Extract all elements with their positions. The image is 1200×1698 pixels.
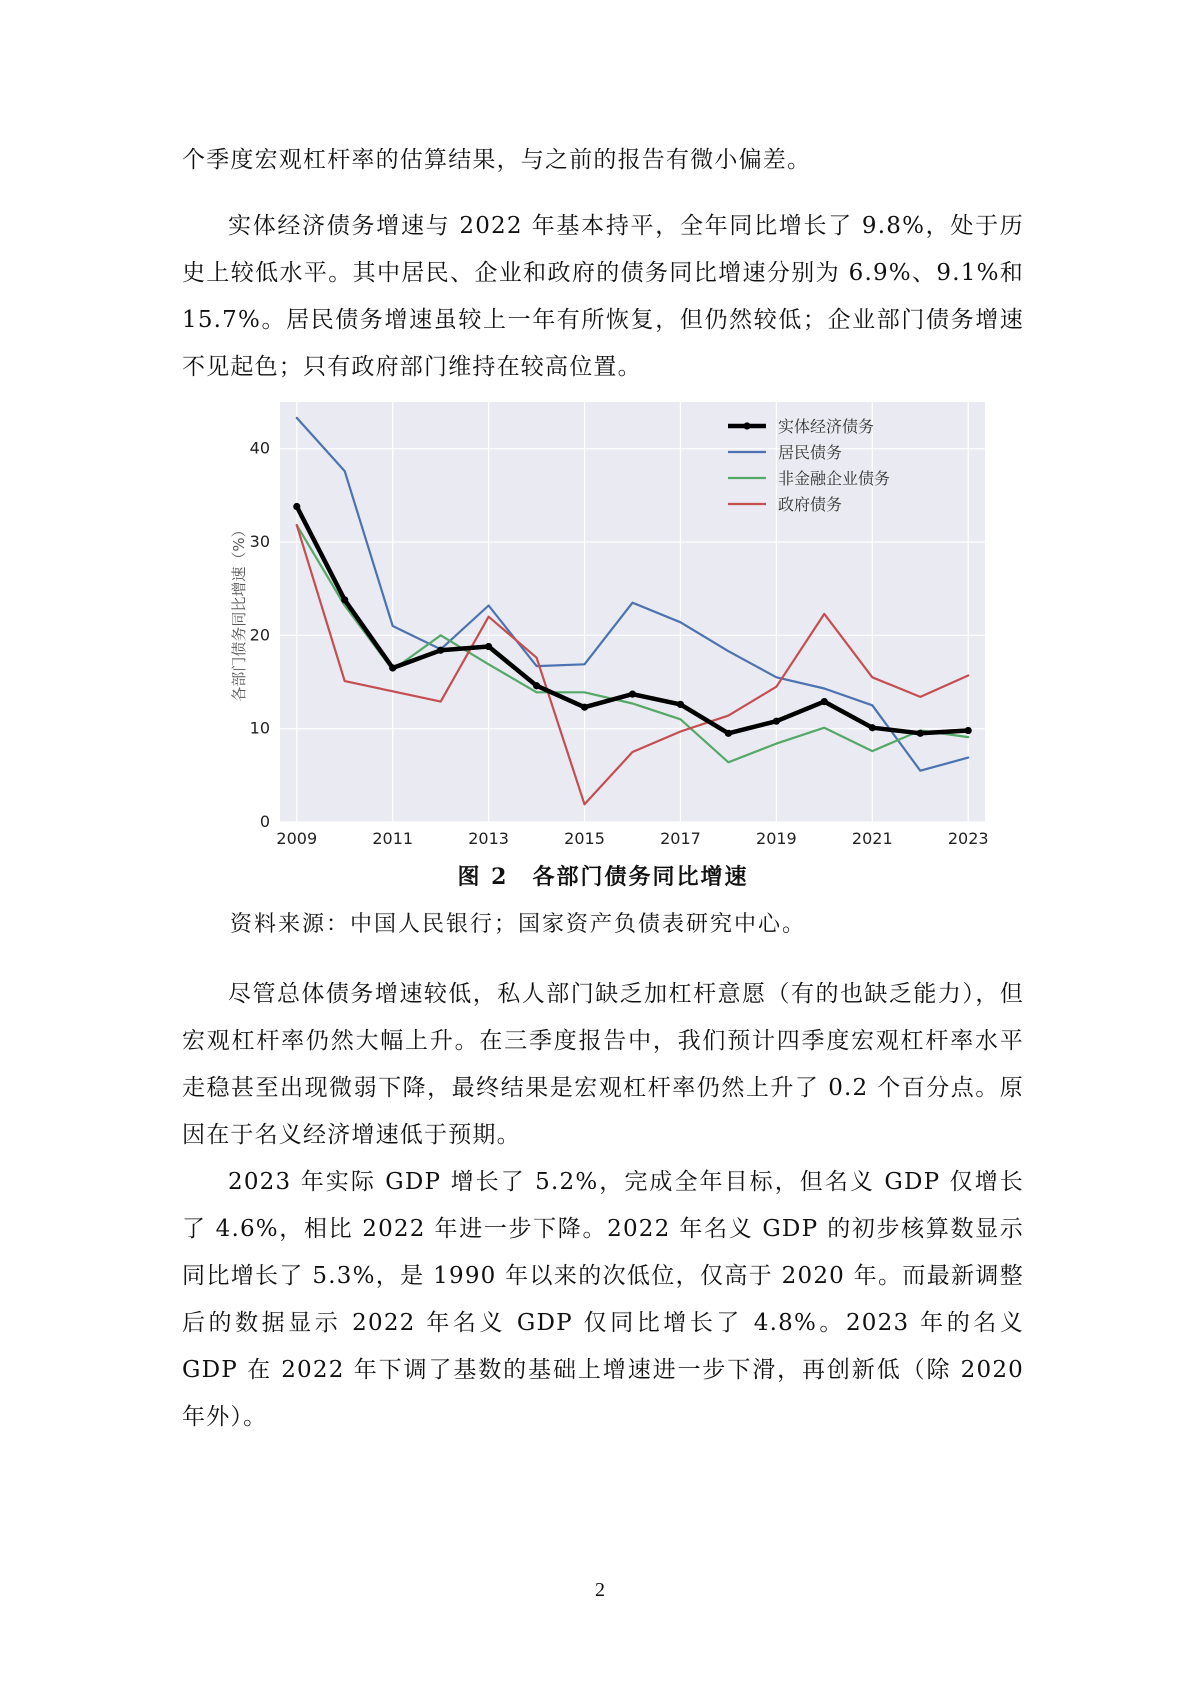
legend-label: 政府债务 bbox=[778, 495, 843, 514]
paragraph-4: 2023 年实际 GDP 增长了 5.2%，完成全年目标，但名义 GDP 仅增长了 4.6%，相比 2022 年进一步下降。2022 年名义 GDP 的初步核算数显示同比增长了 5.3%，是 1990 年以来的次低位，仅高于 2020 年。而最新调整后的数据显示 2022 年名义 GDP 仅同比增长了 4.8%。2023 年的名义 GDP 在 2022 年下调了基数的基础上增速进一步下滑，再创新低（除 2020 年外）。 bbox=[182, 1169, 1024, 1430]
series-point bbox=[581, 704, 588, 711]
y-tick-label: 30 bbox=[249, 532, 270, 551]
y-tick-label: 20 bbox=[249, 625, 270, 645]
y-tick-label: 0 bbox=[259, 812, 270, 831]
debt-growth-chart bbox=[210, 402, 990, 862]
x-tick-label: 2023 bbox=[947, 829, 989, 848]
legend-label: 实体经济债务 bbox=[778, 417, 875, 436]
legend-label: 居民债务 bbox=[778, 443, 843, 462]
series-point bbox=[533, 682, 540, 689]
y-tick-label: 10 bbox=[249, 718, 270, 738]
x-tick-label: 2011 bbox=[372, 829, 414, 848]
chart-svg bbox=[210, 402, 990, 862]
paragraph-1: 个季度宏观杠杆率的估算结果，与之前的报告有微小偏差。 bbox=[182, 147, 812, 173]
y-axis-label: 各部门债务同比增速（%） bbox=[230, 522, 248, 702]
series-point bbox=[773, 718, 780, 725]
series-point bbox=[341, 596, 348, 603]
series-point bbox=[389, 664, 396, 671]
paragraph-3: 尽管总体债务增速较低，私人部门缺乏加杠杆意愿（有的也缺乏能力），但宏观杠杆率仍然大幅上升。在三季度报告中，我们预计四季度宏观杠杆率水平走稳甚至出现微弱下降，最终结果是宏观杠杆率仍然上升了 0.2 个百分点。原因在于名义经济增速低于预期。 bbox=[182, 981, 1024, 1148]
x-tick-label: 2015 bbox=[564, 829, 605, 848]
figure-caption: 图 2 各部门债务同比增速 bbox=[457, 864, 749, 890]
series-point bbox=[869, 724, 876, 731]
series-point bbox=[677, 701, 684, 708]
series-point bbox=[965, 727, 972, 734]
series-point bbox=[437, 647, 444, 654]
x-tick-label: 2009 bbox=[276, 829, 318, 848]
legend-marker bbox=[743, 422, 750, 429]
plot-background bbox=[280, 402, 985, 822]
page-number: 2 bbox=[595, 1579, 605, 1601]
figure-source: 资料来源：中国人民银行；国家资产负债表研究中心。 bbox=[230, 912, 807, 937]
series-point bbox=[293, 503, 300, 510]
legend-label: 非金融企业债务 bbox=[778, 469, 891, 488]
x-tick-label: 2021 bbox=[851, 829, 893, 848]
series-point bbox=[629, 691, 636, 698]
x-tick-label: 2019 bbox=[756, 829, 797, 848]
y-tick-label: 40 bbox=[249, 438, 270, 458]
series-point bbox=[821, 698, 828, 705]
series-point bbox=[725, 730, 732, 737]
series-point bbox=[485, 643, 492, 650]
x-tick-label: 2017 bbox=[660, 829, 701, 848]
paragraph-2: 实体经济债务增速与 2022 年基本持平，全年同比增长了 9.8%，处于历史上较低水平。其中居民、企业和政府的债务同比增速分别为 6.9%、9.1%和 15.7%。居民债务增速虽较上一年有所恢复，但仍然较低；企业部门债务增速不见起色；只有政府部门维持在较高位置。 bbox=[182, 213, 1024, 380]
series-point bbox=[917, 730, 924, 737]
x-tick-label: 2013 bbox=[468, 829, 509, 848]
